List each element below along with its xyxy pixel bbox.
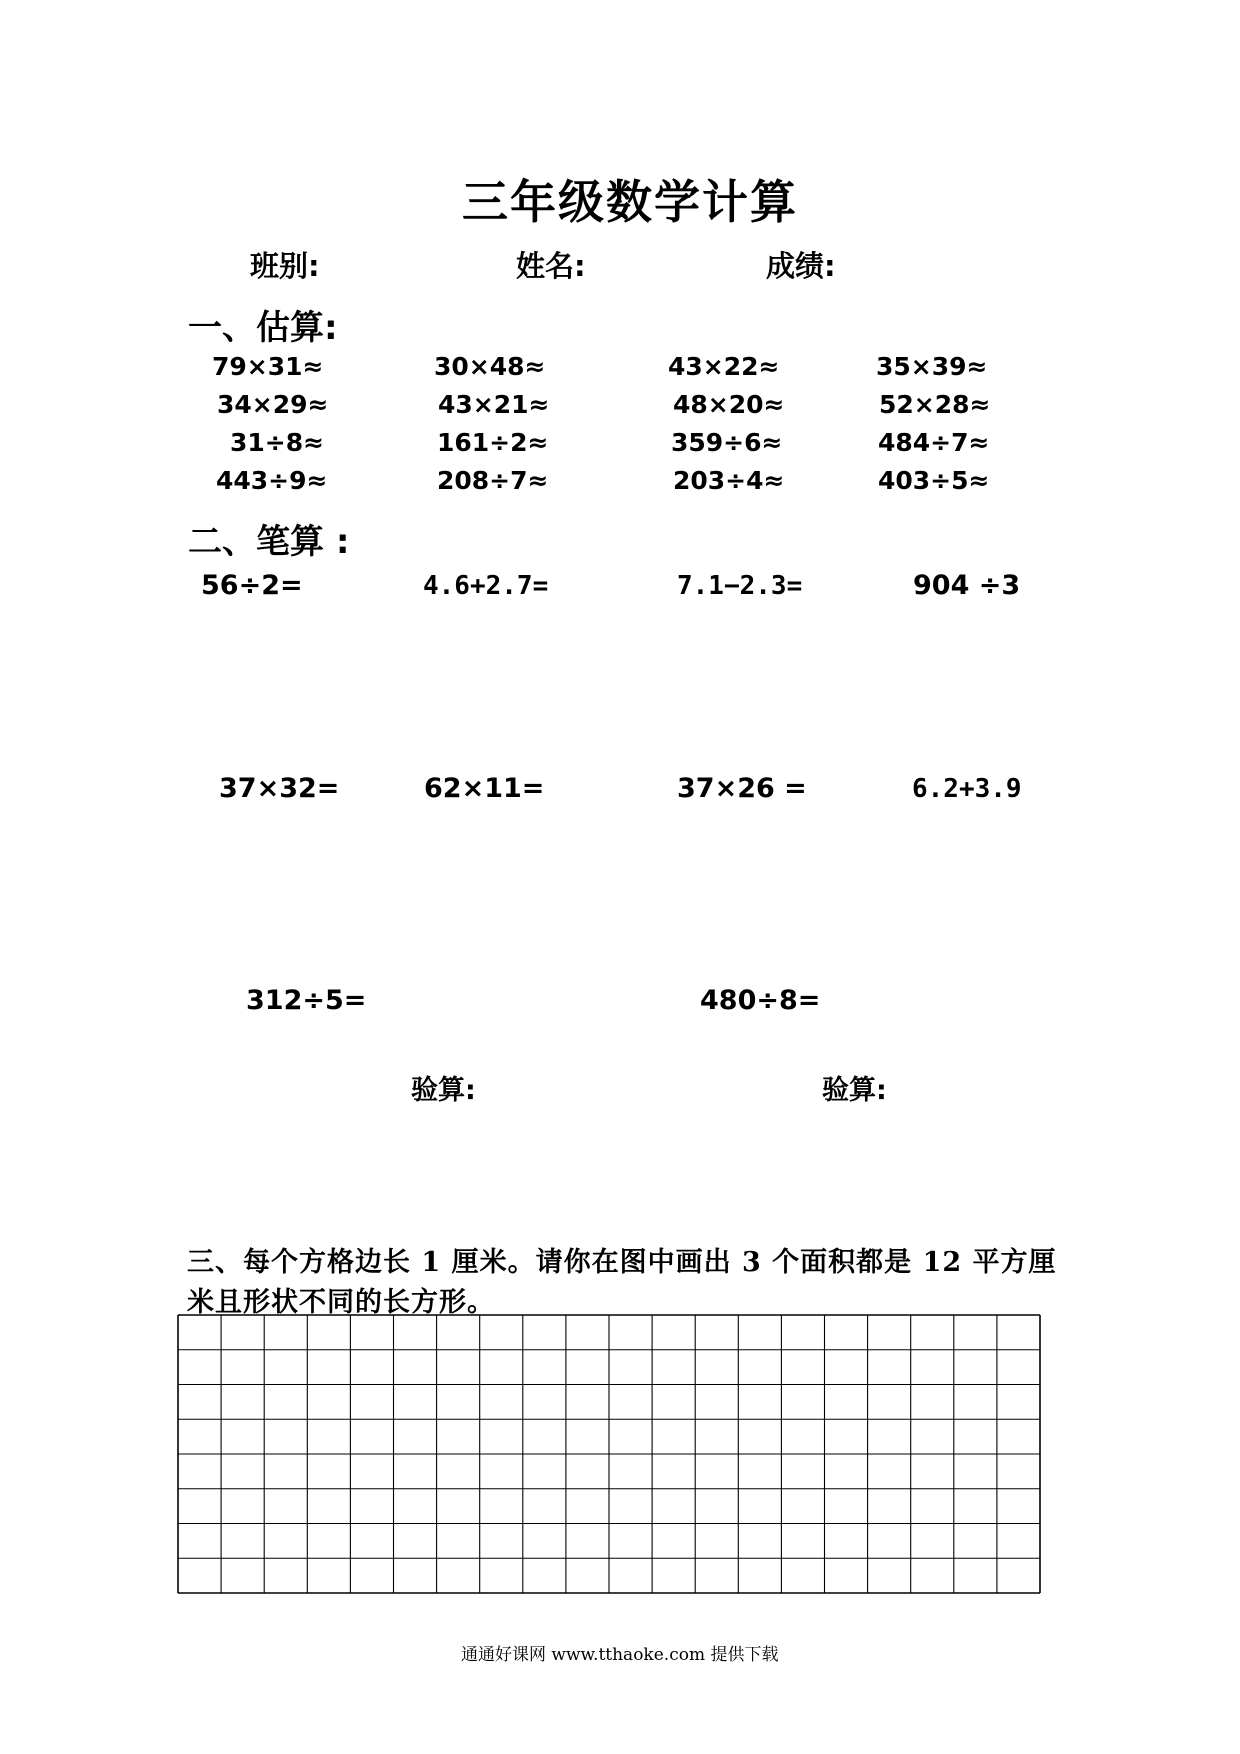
estimate-item: 48×20≈ — [673, 390, 785, 419]
section3-question-line1: 三、每个方格边长 1 厘米。请你在图中画出 3 个面积都是 12 平方厘 — [187, 1247, 1057, 1278]
estimate-item: 359÷6≈ — [671, 428, 783, 457]
estimate-item: 31÷8≈ — [230, 428, 325, 457]
written-item: 4.6+2.7= — [423, 571, 549, 601]
score-label: 成绩: — [766, 249, 836, 283]
estimate-item: 52×28≈ — [879, 390, 991, 419]
estimate-item: 35×39≈ — [876, 352, 988, 381]
estimate-item: 43×22≈ — [668, 352, 780, 381]
estimate-item: 203÷4≈ — [673, 466, 785, 495]
written-item: 904 ÷3 — [913, 570, 1021, 601]
name-label: 姓名: — [516, 249, 586, 283]
check-label: 验算: — [822, 1075, 887, 1106]
page-title: 三年级数学计算 — [462, 175, 798, 229]
estimate-item: 79×31≈ — [212, 352, 324, 381]
written-item: 6.2+3.9 — [912, 774, 1022, 804]
written-item: 37×26 = — [677, 773, 807, 804]
written-item: 56÷2= — [201, 570, 303, 601]
estimate-item: 403÷5≈ — [878, 466, 990, 495]
estimate-item: 30×48≈ — [434, 352, 546, 381]
footer-text: 通通好课网 www.tthaoke.com 提供下载 — [461, 1645, 779, 1665]
estimate-item: 161÷2≈ — [437, 428, 549, 457]
written-item: 37×32= — [219, 773, 340, 804]
estimate-item: 43×21≈ — [438, 390, 550, 419]
section3-question-line2: 米且形状不同的长方形。 — [187, 1287, 495, 1318]
estimate-item: 34×29≈ — [217, 390, 329, 419]
class-label: 班别: — [250, 249, 320, 283]
section1-heading: 一、估算: — [188, 308, 338, 348]
section2-heading: 二、笔算 : — [188, 522, 350, 562]
square-grid[interactable] — [177, 1314, 1041, 1594]
estimate-item: 484÷7≈ — [878, 428, 990, 457]
written-item: 62×11= — [424, 773, 545, 804]
estimate-item: 208÷7≈ — [437, 466, 549, 495]
estimate-item: 443÷9≈ — [216, 466, 328, 495]
written-item: 312÷5= — [246, 985, 367, 1016]
written-item: 480÷8= — [700, 985, 821, 1016]
written-item: 7.1−2.3= — [677, 571, 803, 601]
check-label: 验算: — [411, 1075, 476, 1106]
